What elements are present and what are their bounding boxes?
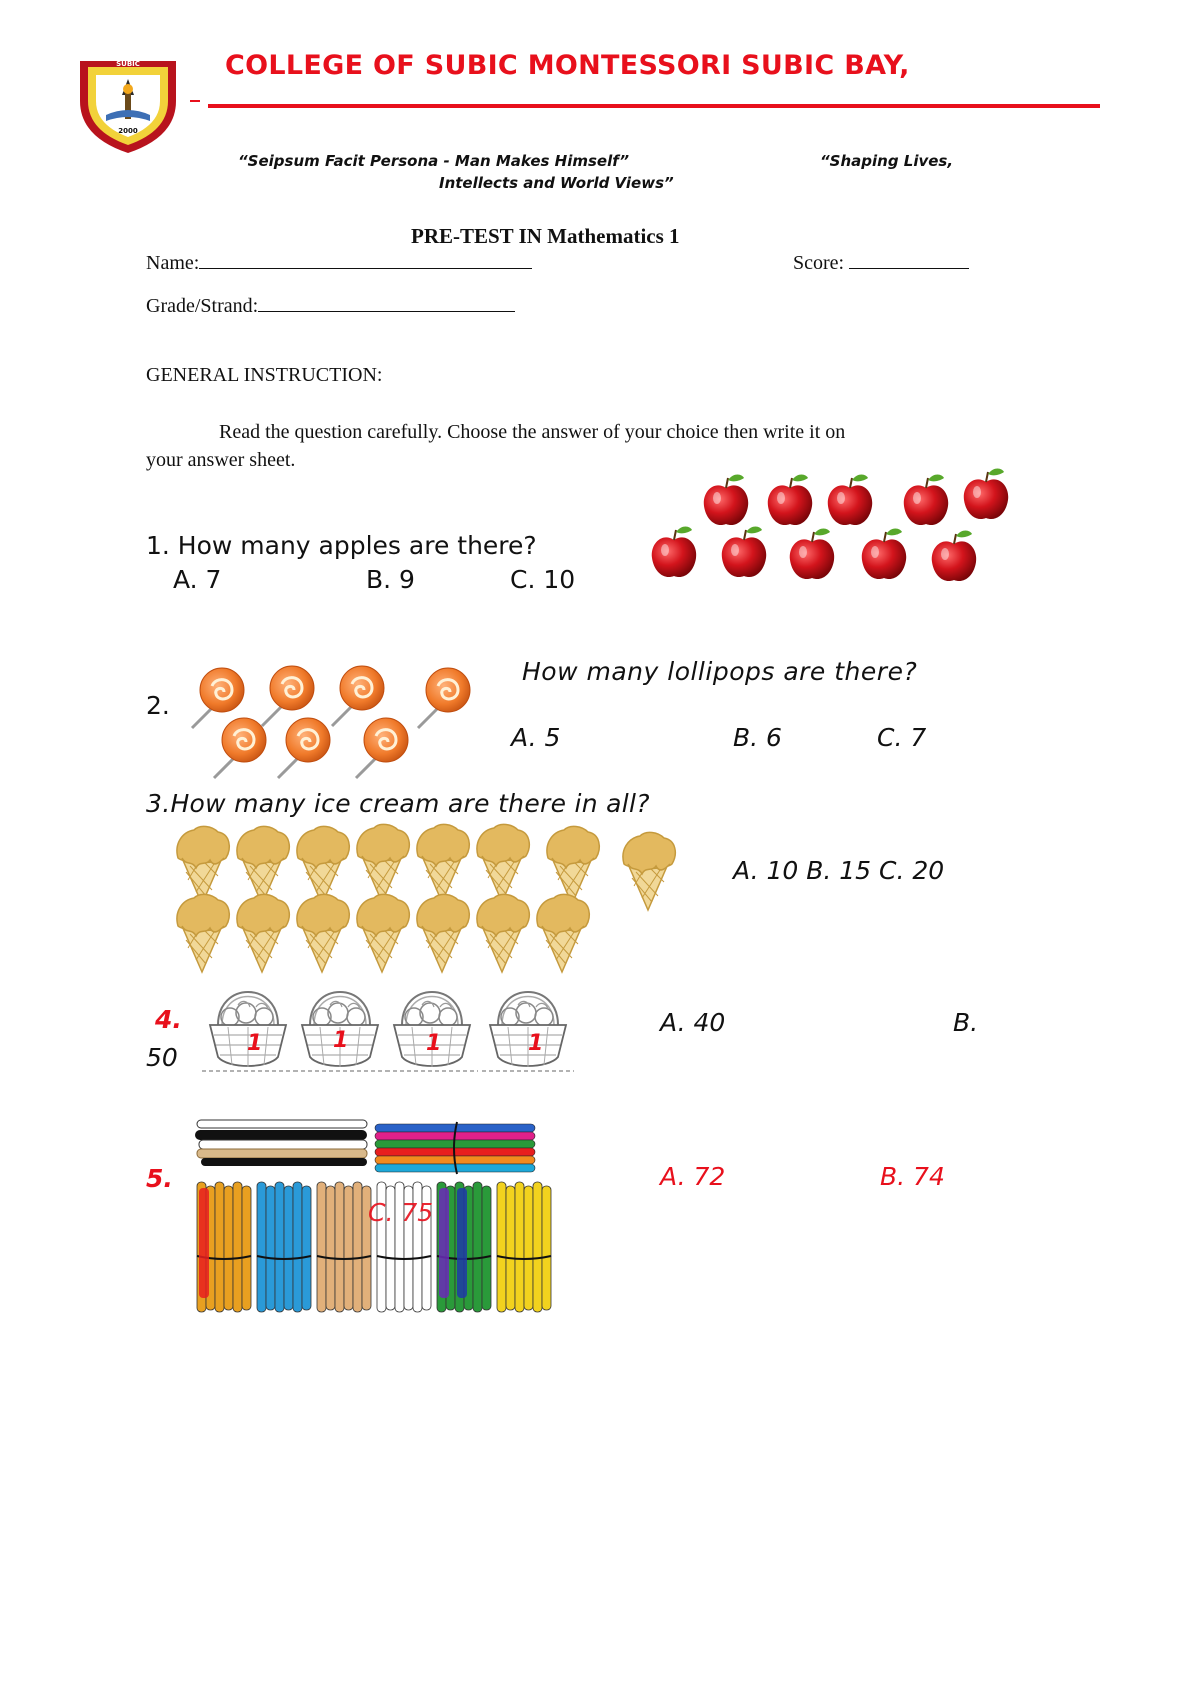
stick-bundle-icon [257,1182,311,1312]
apple-icon [768,475,812,526]
apple-icon [722,527,766,578]
ice-cream-cone-icon [237,894,289,972]
college-name: COLLEGE OF SUBIC MONTESSORI SUBIC BAY, [225,50,910,81]
basket-label: 1 [426,1031,442,1056]
q2-option-c[interactable]: C. 7 [877,723,927,752]
q4-baskets-picture [200,985,580,1085]
q4-number-continued: 50 [146,1043,178,1072]
grade-row [146,295,515,318]
apple-icon [862,529,906,580]
q4-option-a[interactable]: A. 40 [660,1008,726,1037]
instruction-line2: your answer sheet. [146,449,296,471]
lollipop-icon [214,718,266,778]
ice-cream-cone-icon [177,894,229,972]
name-row [146,252,532,275]
apple-icon [964,469,1008,520]
ice-cream-cone-icon [417,824,469,902]
q2-number: 2. [146,691,170,720]
apple-icon [704,475,748,526]
score-blank[interactable] [849,268,969,269]
lollipop-icon [278,718,330,778]
general-instruction-heading: GENERAL INSTRUCTION: [146,364,383,386]
apple-icon [790,529,834,580]
grade-blank[interactable] [258,311,515,312]
motto-left: “Seipsum Facit Persona - Man Makes Himself” [238,152,630,170]
ice-cream-cone-icon [477,824,529,902]
instruction-line1: Read the question carefully. Choose the answer of your choice then write it on [219,421,846,443]
q3-question: 3.How many ice cream are there in all? [146,789,650,818]
header-rule [208,104,1100,108]
apple-icon [904,475,948,526]
q5-option-b[interactable]: B. 74 [880,1162,945,1191]
q3-options[interactable]: A. 10 B. 15 C. 20 [733,856,945,885]
q2-option-a[interactable]: A. 5 [511,723,561,752]
lollipop-icon [356,718,408,778]
apple-icon [652,527,696,578]
q4-option-b[interactable]: B. [953,1008,979,1037]
score-label: Score: [793,252,845,274]
header-rule-stub [190,100,200,107]
ice-cream-cone-icon [177,826,229,904]
q2-question: How many lollipops are there? [522,657,918,686]
seal-year: 2000 [118,127,138,135]
ice-cream-cone-icon [417,894,469,972]
q4-number: 4. [155,1005,182,1034]
name-blank[interactable] [199,268,532,269]
q1-option-a[interactable]: A. 7 [173,565,222,594]
q2-option-b[interactable]: B. 6 [733,723,782,752]
motto-right-line2: Intellects and World Views” [439,174,674,192]
ice-cream-cone-icon [547,826,599,904]
basket-label: 1 [247,1031,263,1056]
ice-cream-cone-icon [297,826,349,904]
q5-option-c[interactable]: C. 75 [368,1198,434,1227]
basket-label: 1 [333,1028,349,1053]
ice-cream-cone-icon [623,832,675,910]
apple-icon [932,531,976,582]
test-title: PRE-TEST IN Mathematics 1 [411,224,680,248]
lollipop-icon [418,668,470,728]
q1-question: 1. How many apples are there? [146,531,537,560]
score-row [793,252,969,275]
ice-cream-cone-icon [297,894,349,972]
grade-label: Grade/Strand: [146,295,259,317]
ice-cream-cone-icon [357,824,409,902]
q2-lollipops-picture [180,660,490,785]
motto-right-line1: “Shaping Lives, [820,152,954,170]
q3-ice-cream-picture [170,826,680,976]
lollipop-icon [332,666,384,726]
q1-apples-picture [650,462,1010,592]
lollipop-icon [262,666,314,726]
ice-cream-cone-icon [537,894,589,972]
q5-number: 5. [146,1164,173,1193]
college-seal-icon [72,55,184,155]
loose-sticks-group [195,1120,367,1166]
ice-cream-cone-icon [477,894,529,972]
apple-icon [828,475,872,526]
ice-cream-cone-icon [237,826,289,904]
seal-top-text: SUBIC [116,60,140,68]
stick-bundle-icon [497,1182,551,1312]
ice-cream-cone-icon [357,894,409,972]
q1-option-c[interactable]: C. 10 [510,565,576,594]
basket-label: 1 [528,1031,544,1056]
horizontal-stick-bundle [375,1122,535,1174]
q5-option-a[interactable]: A. 72 [660,1162,726,1191]
name-label: Name: [146,252,200,274]
stick-bundle-icon [317,1182,371,1312]
q1-option-b[interactable]: B. 9 [366,565,415,594]
